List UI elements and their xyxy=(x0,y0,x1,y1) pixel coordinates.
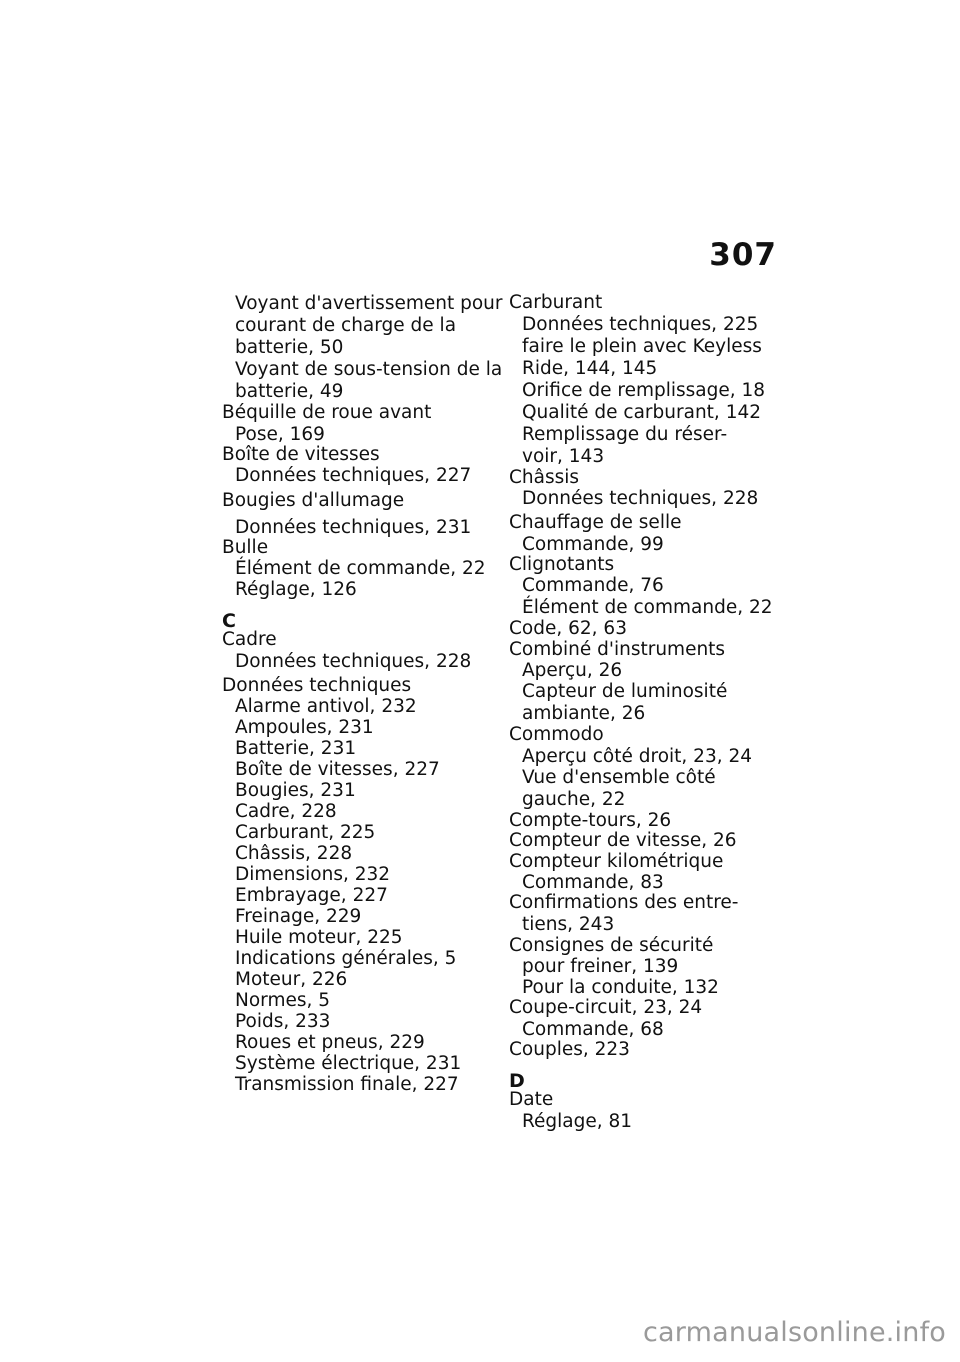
index-subentry: Données techniques, 225 xyxy=(522,313,759,335)
index-subentry: Roues et pneus, 229 xyxy=(235,1032,425,1053)
index-entry: Code, 62, 63 xyxy=(509,618,627,639)
section-letter-heading: D xyxy=(509,1070,525,1092)
index-entry: Bulle xyxy=(222,536,269,558)
index-subentry: Vue d'ensemble côté xyxy=(522,766,716,788)
index-entry: Coupe-circuit, 23, 24 xyxy=(509,997,703,1018)
index-subentry: Moteur, 226 xyxy=(235,969,348,990)
index-subentry-continuation: Ride, 144, 145 xyxy=(522,357,658,379)
index-subentry: Ampoules, 231 xyxy=(235,717,374,738)
index-subentry: Données techniques, 231 xyxy=(235,516,472,538)
index-subentry: Réglage, 81 xyxy=(522,1110,633,1132)
index-subentry-continuation: voir, 143 xyxy=(522,445,605,467)
index-subentry: Alarme antivol, 232 xyxy=(235,696,417,717)
index-subentry: Qualité de carburant, 142 xyxy=(522,401,762,423)
index-subentry: Freinage, 229 xyxy=(235,906,362,927)
index-subentry: Commande, 99 xyxy=(522,533,664,555)
index-subentry: Embrayage, 227 xyxy=(235,885,388,906)
index-subentry: Pose, 169 xyxy=(235,423,325,445)
watermark: carmanualsonline.info xyxy=(643,1317,946,1348)
index-entry: Châssis xyxy=(509,466,580,488)
index-subentry: Cadre, 228 xyxy=(235,801,337,822)
index-subentry: Dimensions, 232 xyxy=(235,864,391,885)
index-subentry: Carburant, 225 xyxy=(235,822,376,843)
index-subentry: Poids, 233 xyxy=(235,1011,331,1032)
index-subentry-continuation: batterie, 49 xyxy=(235,381,344,402)
index-subentry: pour freiner, 139 xyxy=(522,956,679,977)
index-subentry-continuation: ambiante, 26 xyxy=(522,703,646,724)
index-subentry: Châssis, 228 xyxy=(235,843,353,864)
index-subentry: Batterie, 231 xyxy=(235,738,357,759)
index-subentry: Indications générales, 5 xyxy=(235,948,457,969)
index-entry: Bougies d'allumage xyxy=(222,490,405,511)
index-entry: Date xyxy=(509,1089,554,1110)
index-subentry: Huile moteur, 225 xyxy=(235,927,403,948)
index-subentry: Pour la conduite, 132 xyxy=(522,977,719,998)
index-entry: Confirmations des entre- xyxy=(509,892,739,913)
index-subentry: Commande, 76 xyxy=(522,575,664,596)
index-subentry: Voyant d'avertissement pour xyxy=(235,293,503,314)
index-subentry: Voyant de sous-tension de la xyxy=(235,359,503,380)
index-entry: Carburant xyxy=(509,292,603,313)
index-entry: Compteur kilométrique xyxy=(509,850,724,872)
index-subentry: Aperçu, 26 xyxy=(522,660,623,681)
index-subentry: Commande, 83 xyxy=(522,872,664,893)
index-subentry: Élément de commande, 22 xyxy=(235,558,486,579)
index-subentry: Commande, 68 xyxy=(522,1018,664,1040)
index-column-left xyxy=(222,293,503,1095)
index-entry: Cadre xyxy=(222,629,277,650)
page-number: 307 xyxy=(709,237,777,273)
index-entry: Consignes de sécurité xyxy=(509,934,714,956)
section-letter-heading: C xyxy=(222,610,236,632)
index-entry: Chauffage de selle xyxy=(509,512,682,533)
index-subentry: Réglage, 126 xyxy=(235,579,357,600)
index-entry: Boîte de vitesses xyxy=(222,443,380,465)
index-entry: Compteur de vitesse, 26 xyxy=(509,830,737,851)
index-subentry: Boîte de vitesses, 227 xyxy=(235,759,440,780)
index-subentry: Données techniques, 228 xyxy=(235,650,472,672)
index-subentry: Normes, 5 xyxy=(235,990,331,1011)
index-entry: Compte-tours, 26 xyxy=(509,809,672,831)
index-entry: Combiné d'instruments xyxy=(509,638,726,660)
index-entry: Données techniques xyxy=(222,674,412,696)
index-subentry: Système électrique, 231 xyxy=(235,1053,462,1074)
index-subentry: Remplissage du réser- xyxy=(522,423,728,445)
index-subentry-continuation: gauche, 22 xyxy=(522,788,626,810)
index-entry: Béquille de roue avant xyxy=(222,402,432,423)
index-entry-continuation: tiens, 243 xyxy=(522,913,615,935)
index-subentry: Transmission finale, 227 xyxy=(235,1074,459,1095)
index-subentry: Orifice de remplissage, 18 xyxy=(522,379,766,401)
index-column-right xyxy=(509,293,784,1132)
index-subentry: Données techniques, 228 xyxy=(522,488,759,509)
index-subentry: faire le plein avec Keyless xyxy=(522,335,762,357)
index-subentry-continuation: batterie, 50 xyxy=(235,337,344,358)
index-subentry: Élément de commande, 22 xyxy=(522,597,773,618)
index-entry: Clignotants xyxy=(509,553,615,575)
index-subentry: Bougies, 231 xyxy=(235,780,356,801)
index-subentry: Aperçu côté droit, 23, 24 xyxy=(522,745,753,767)
index-entry: Commodo xyxy=(509,724,604,745)
index-subentry: Capteur de luminosité xyxy=(522,681,728,702)
index-subentry-continuation: courant de charge de la xyxy=(235,315,457,336)
index-subentry: Données techniques, 227 xyxy=(235,465,472,486)
index-entry: Couples, 223 xyxy=(509,1038,630,1060)
